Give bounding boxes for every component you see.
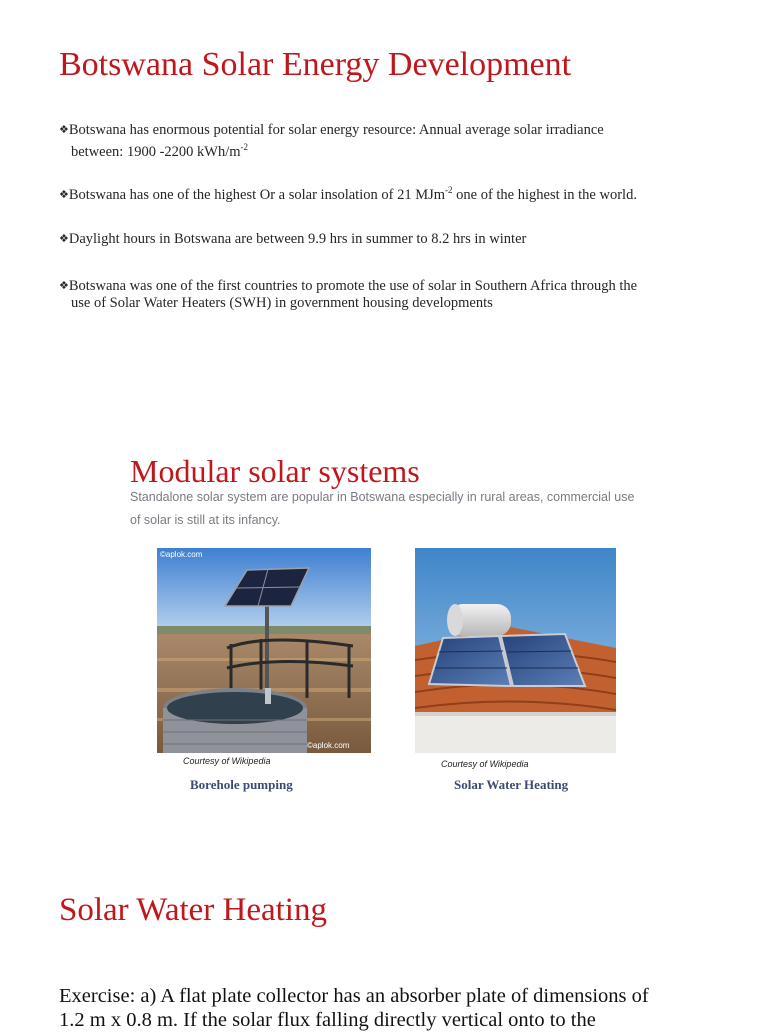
bullet-item-daylight xyxy=(59,230,526,248)
exercise-line: Exercise: a) A flat plate collector has an absorber plate of dimensions of xyxy=(59,985,649,1007)
bullet-text: use of Solar Water Heaters (SWH) in government housing developments xyxy=(71,295,493,311)
note-line: Standalone solar system are popular in Botswana especially in rural areas, commercial use xyxy=(130,490,635,504)
watermark-bottom: ©aplok.com xyxy=(307,741,350,750)
bullet-item-insolation xyxy=(59,182,637,204)
watermark-top: ©aplok.com xyxy=(160,550,203,559)
caption-borehole-pumping: Borehole pumping xyxy=(190,777,293,792)
bullet-text: Botswana was one of the first countries to promote the use of solar in Southern Africa through the xyxy=(68,278,638,294)
diamond-bullet-icon: ❖ xyxy=(59,279,69,292)
bullet-text: between: 1900 -2200 kWh/m xyxy=(71,143,241,160)
bullet-text: one of the highest in the world. xyxy=(452,186,637,203)
page-title: Botswana Solar Energy Development xyxy=(59,46,572,83)
modular-note xyxy=(130,486,634,532)
bullet-text: Botswana has enormous potential for solar energy resource: Annual average solar irradiance xyxy=(68,122,604,138)
exercise-text xyxy=(59,984,649,1032)
bullet-item-irradiance xyxy=(59,121,604,161)
note-line: of solar is still at its infancy. xyxy=(130,513,281,527)
diamond-bullet-icon: ❖ xyxy=(59,187,69,201)
exercise-line: 1.2 m x 0.8 m. If the solar flux falling directly vertical onto to the xyxy=(59,1009,596,1031)
section-title-solar-water-heating: Solar Water Heating xyxy=(59,892,327,928)
courtesy-label: Courtesy of Wikipedia xyxy=(441,759,529,769)
courtesy-label: Courtesy of Wikipedia xyxy=(183,756,271,766)
bullet-item-swh-history xyxy=(59,277,637,312)
superscript: -2 xyxy=(445,185,453,195)
bullet-text: Daylight hours in Botswana are between 9.9 hrs in summer to 8.2 hrs in winter xyxy=(68,231,527,247)
diamond-bullet-icon: ❖ xyxy=(59,232,69,245)
section-title-modular: Modular solar systems xyxy=(130,453,420,489)
bullet-text: Botswana has one of the highest Or a solar insolation of 21 MJm xyxy=(68,186,446,203)
superscript: -2 xyxy=(240,142,249,152)
solar-water-heater-photo xyxy=(415,548,616,753)
caption-solar-water-heating: Solar Water Heating xyxy=(454,777,569,792)
borehole-pumping-photo xyxy=(157,548,371,753)
diamond-bullet-icon: ❖ xyxy=(59,123,69,136)
